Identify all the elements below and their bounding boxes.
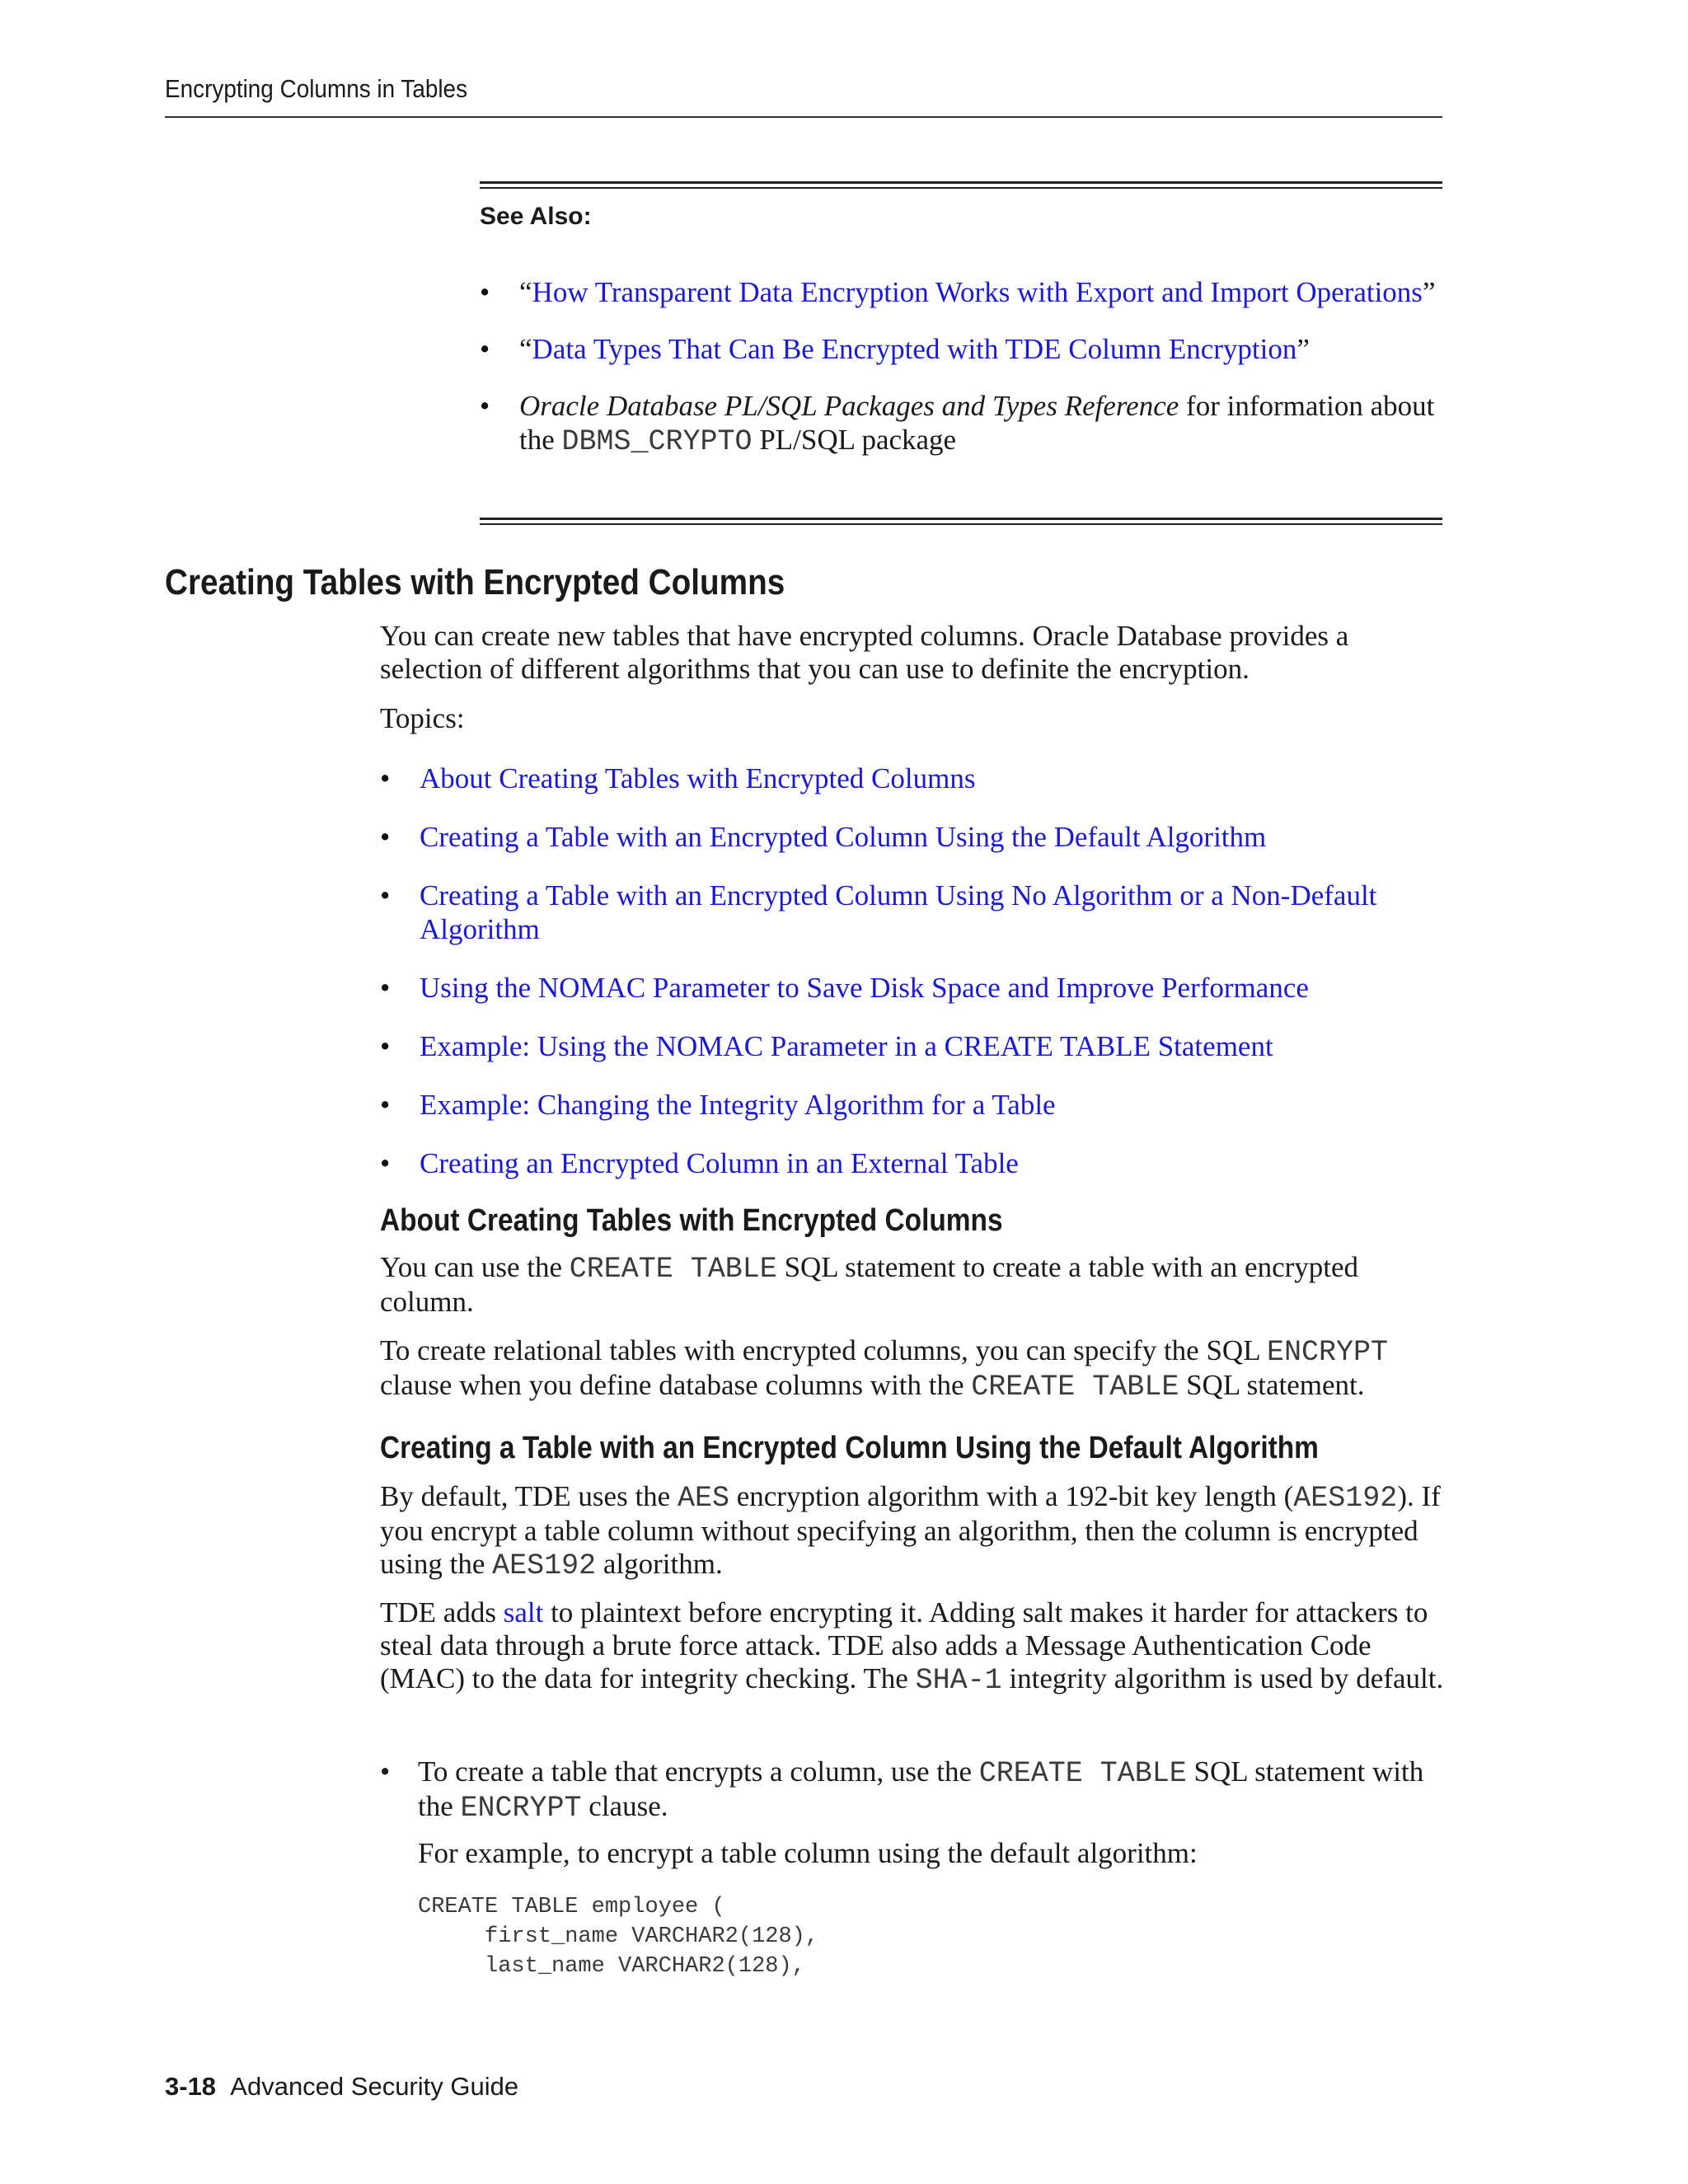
text: encryption algorithm with a 192-bit key length (: [729, 1480, 1294, 1512]
see-also-list: [480, 275, 1442, 482]
list-item: [480, 332, 1442, 366]
see-also-top-rule: [480, 181, 1442, 189]
text: To create a table that encrypts a column, use the: [418, 1755, 979, 1788]
text: clause.: [581, 1790, 668, 1822]
code-line: CREATE TABLE employee (: [418, 1895, 725, 1919]
bullet-paragraph: [418, 1755, 1448, 1825]
text: ). If you encrypt a table column without specifying an algorithm, then the column is encrypted using the: [380, 1480, 1441, 1580]
list-item: [380, 971, 1447, 1005]
code-term: AES192: [492, 1549, 597, 1582]
subsection-title: Creating a Table with an Encrypted Column Using the Default Algorithm: [380, 1431, 1319, 1465]
topic-link-integrity-example[interactable]: Example: Changing the Integrity Algorithm for a Table: [420, 1089, 1056, 1121]
page-footer: [165, 2072, 518, 2102]
topics-list: [380, 762, 1447, 1205]
text: SQL statement.: [1179, 1369, 1365, 1401]
list-item: [380, 1088, 1447, 1122]
text: SQL statement to create a table with an encrypted column.: [380, 1251, 1359, 1318]
link-export-import[interactable]: How Transparent Data Encryption Works with Export and Import Operations: [532, 276, 1423, 308]
open-quote: “: [519, 333, 532, 365]
text: To create relational tables with encrypted columns, you can specify the SQL: [380, 1334, 1268, 1366]
link-data-types[interactable]: Data Types That Can Be Encrypted with TDE Column Encryption: [532, 333, 1297, 365]
paragraph: [380, 1334, 1447, 1404]
text: By default, TDE uses the: [380, 1480, 678, 1512]
list-item: [380, 762, 1447, 795]
book-title: Oracle Database PL/SQL Packages and Types Reference: [519, 390, 1179, 422]
code-term: AES: [677, 1482, 729, 1515]
text: TDE adds: [380, 1596, 504, 1629]
bullet-dot: •: [380, 1755, 391, 1788]
code-term: DBMS_CRYPTO: [561, 425, 753, 458]
subsection-title: About Creating Tables with Encrypted Columns: [380, 1203, 1003, 1238]
code-line: first_name VARCHAR2(128),: [418, 1924, 819, 1949]
code-term: CREATE TABLE: [569, 1253, 777, 1286]
close-quote: ”: [1422, 276, 1436, 308]
intro-paragraph: You can create new tables that have encrypted columns. Oracle Database provides a selection of different algorithms that you can use to definite the encryption.: [380, 620, 1349, 685]
topic-link-nomac-example[interactable]: Example: Using the NOMAC Parameter in a CREATE TABLE Statement: [420, 1030, 1273, 1062]
page-number: 3-18: [165, 2072, 217, 2101]
list-item: [380, 1146, 1447, 1180]
code-term: SHA-1: [915, 1664, 1002, 1697]
code-term: ENCRYPT: [460, 1792, 582, 1825]
list-item: [380, 879, 1447, 946]
text: integrity algorithm is used by default.: [1001, 1662, 1444, 1694]
glossary-link-salt[interactable]: salt: [503, 1596, 544, 1629]
topic-link-about[interactable]: About Creating Tables with Encrypted Columns: [420, 762, 976, 794]
paragraph: [380, 1251, 1447, 1319]
code-term: CREATE TABLE: [971, 1371, 1179, 1404]
code-block: [418, 1892, 818, 1981]
list-item: [380, 820, 1447, 854]
topic-link-default-algorithm[interactable]: Creating a Table with an Encrypted Column Using the Default Algorithm: [420, 821, 1267, 853]
code-term: CREATE TABLE: [978, 1757, 1187, 1790]
text: algorithm.: [596, 1548, 723, 1580]
guide-title: Advanced Security Guide: [230, 2072, 519, 2101]
text: to plaintext before encrypting it. Adding salt makes it harder for attackers to steal data through a brute force attack. TDE also adds a Message Authentication Code (MAC) to the data for integrity checking. The: [380, 1596, 1428, 1694]
open-quote: “: [519, 276, 532, 308]
code-term: ENCRYPT: [1267, 1336, 1389, 1369]
list-item: [380, 1029, 1447, 1063]
running-header: Encrypting Columns in Tables: [165, 74, 468, 103]
example-intro: For example, to encrypt a table column using the default algorithm:: [418, 1837, 1198, 1869]
header-divider: [165, 116, 1442, 118]
text: for information about the: [519, 390, 1435, 456]
paragraph: [380, 1480, 1447, 1582]
close-quote: ”: [1296, 333, 1310, 365]
text: clause when you define database columns with the: [380, 1369, 972, 1401]
see-also-bottom-rule: [480, 518, 1442, 525]
topics-label: Topics:: [380, 702, 465, 734]
text: You can use the: [380, 1251, 570, 1283]
topic-link-nomac[interactable]: Using the NOMAC Parameter to Save Disk Space and Improve Performance: [420, 972, 1309, 1004]
section-title: Creating Tables with Encrypted Columns: [165, 562, 785, 602]
code-term: AES192: [1293, 1482, 1398, 1515]
topic-link-non-default-algorithm[interactable]: Creating a Table with an Encrypted Column Using No Algorithm or a Non-Default Algorithm: [420, 879, 1377, 945]
code-line: last_name VARCHAR2(128),: [418, 1954, 805, 1979]
topic-link-external-table[interactable]: Creating an Encrypted Column in an External Table: [420, 1147, 1019, 1179]
text: PL/SQL package: [752, 424, 957, 456]
text: SQL statement with the: [418, 1755, 1424, 1822]
list-item: [480, 389, 1442, 459]
see-also-title: See Also:: [480, 203, 592, 230]
paragraph: [380, 1596, 1447, 1697]
list-item: [480, 275, 1442, 309]
